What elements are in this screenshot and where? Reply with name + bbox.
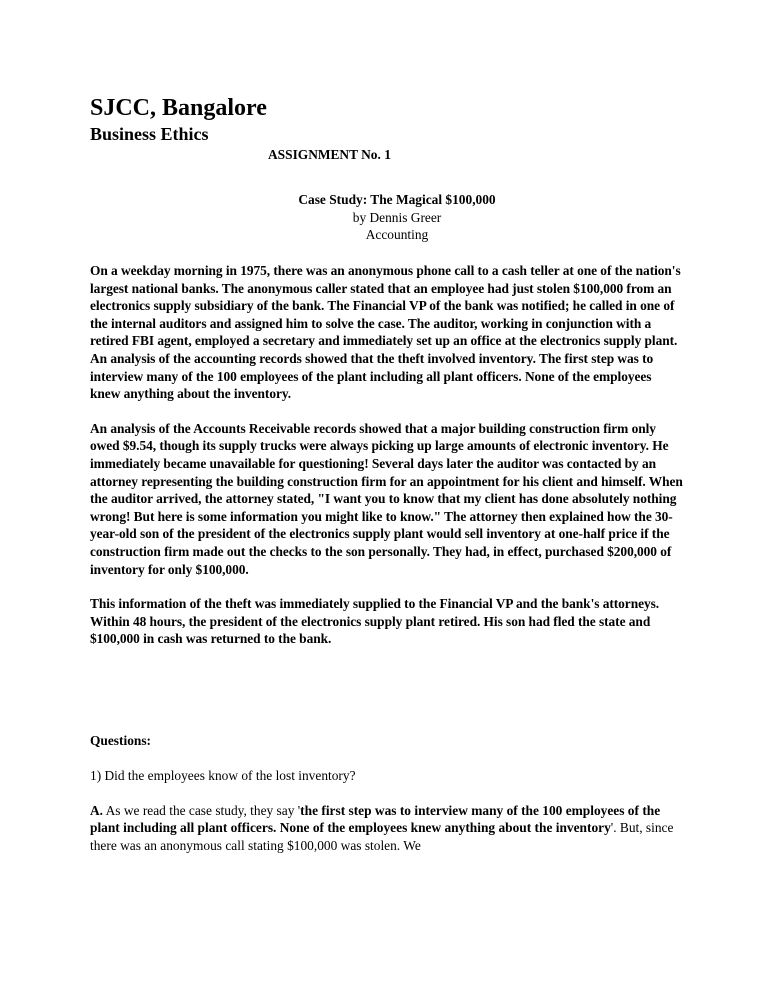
paragraph-1: On a weekday morning in 1975, there was an anonymous phone call to a cash teller at one of the nation's largest national banks. The anonymous caller stated that an employee had just stolen $100,000 from an electronics supply subsidiary of the bank. The Financial VP of the bank was notified; he called in one of the internal auditors and assigned him to solve the case. The auditor, working in conjunction with a retired FBI agent, employed a secretary and immediately set up an office at the electronics supply plant. An analysis of the accounting records showed that the theft involved inventory. The first step was to interview many of the 100 employees of the plant including all plant officers. None of the employees knew anything about the inventory. xyxy=(90,263,681,402)
paragraph-3: This information of the theft was immediately supplied to the Financial VP and the bank's attorneys. Within 48 hours, the president of the electronics supply plant retired. His son had fled the state and $100,000 in cash was returned to the bank. xyxy=(90,596,660,647)
school-name: SJCC, Bangalore xyxy=(90,95,267,121)
case-study-title: Case Study: The Magical $100,000 xyxy=(298,192,496,207)
paragraph-2: An analysis of the Accounts Receivable records showed that a major building construction firm only owed $9.54, though its supply trucks were always picking up large amounts of electronic inventory. He immediately became unavailable for questioning! Several days later the auditor was contacted by an attorney representing the building construction firm for an appointment for his client and himself. When the auditor arrived, the attorney stated, "I want you to know that my client has done absolutely nothing wrong! But here is some information you might like to know." The attorney then explained how the 30-year-old son of the president of the electronics supply plant would sell inventory at one-half price if the construction firm made out the checks to the son personally. They had, in effect, purchased $200,000 of inventory for only $100,000. xyxy=(90,420,683,577)
answer-intro: As we read the case study, they say ' xyxy=(103,802,301,818)
course-title: Business Ethics xyxy=(90,124,209,144)
answer-quote: the first step was to interview many of the 100 employees of the plant including all plant officers. None of the employees knew anything about the inventory xyxy=(90,802,661,836)
question-1: 1) Did the employees know of the lost inventory? xyxy=(90,767,356,783)
questions-heading: Questions: xyxy=(90,732,152,748)
answer-label: A. xyxy=(90,802,104,818)
answer-1 xyxy=(90,802,684,855)
assignment-title: ASSIGNMENT No. 1 xyxy=(268,147,391,162)
answer-rest: '. But, since there was an anonymous call stating $100,000 was stolen. We xyxy=(90,820,674,854)
document-content xyxy=(90,94,684,855)
case-study-author: by Dennis Greer xyxy=(352,210,442,225)
case-study-department: Accounting xyxy=(365,227,429,242)
case-study-header xyxy=(90,191,684,243)
